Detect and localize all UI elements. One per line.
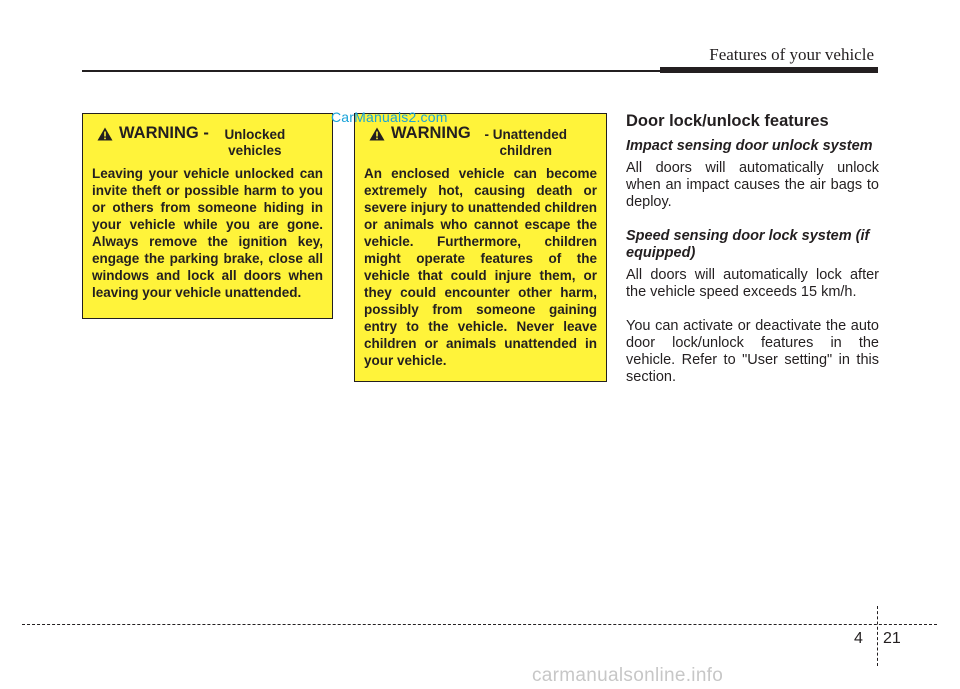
user-setting-text: You can activate or deactivate the auto door lock/unlock features in the vehicle. Refer to "User setting" in this section. (626, 318, 879, 385)
header-rule-accent (660, 67, 878, 73)
warning-label: WARNING (391, 124, 471, 142)
watermark-carmanuals2: CarManuals2.com (331, 109, 448, 125)
watermark-carmanualsonline: carmanualsonline.info (532, 665, 724, 686)
impact-sensing-subtitle: Impact sensing door unlock system (626, 138, 873, 154)
page-header-title: Features of your vehicle (709, 45, 874, 64)
warning-heading (364, 124, 597, 166)
chapter-number: 4 (854, 630, 863, 647)
section-title: Door lock/unlock features (626, 112, 829, 130)
warning-label: WARNING - (119, 124, 209, 142)
impact-sensing-text: All doors will automatically unlock when an impact causes the air bags to deploy. (626, 160, 879, 210)
warning-body-text: Leaving your vehicle unlocked can invite theft or possible harm to you or others from someone hiding in your vehicle while you are gone. Always remove the ignition key, engage the parking brake, close all windows and lock all doors when leaving your vehicle unattended. (92, 166, 323, 300)
warning-triangle-icon (369, 127, 385, 141)
page-number: 21 (883, 630, 901, 647)
warning-subject: Unlocked vehicles (224, 127, 286, 158)
warning-triangle-icon (97, 127, 113, 141)
footer-divider (22, 624, 937, 625)
warning-subject: - Unattended children (484, 127, 567, 158)
footer-page-divider (877, 606, 878, 666)
warning-box-unlocked-vehicles (82, 113, 333, 319)
warning-box-unattended-children (354, 113, 607, 382)
speed-sensing-text: All doors will automatically lock after the vehicle speed exceeds 15 km/h. (626, 267, 879, 300)
door-lock-section (626, 111, 879, 386)
header-rule (82, 70, 662, 72)
speed-sensing-subtitle: Speed sensing door lock system (if equipped) (626, 228, 870, 261)
warning-heading (92, 124, 323, 166)
warning-body-text: An enclosed vehicle can become extremely hot, causing death or severe injury to unattended children or animals who cannot escape the vehicle. Furthermore, children might operate features of the vehicle that could injure them, or they could encounter other harm, possibly from someone gaining entry to the vehicle. Never leave children or animals unattended in your vehicle. (364, 166, 597, 368)
